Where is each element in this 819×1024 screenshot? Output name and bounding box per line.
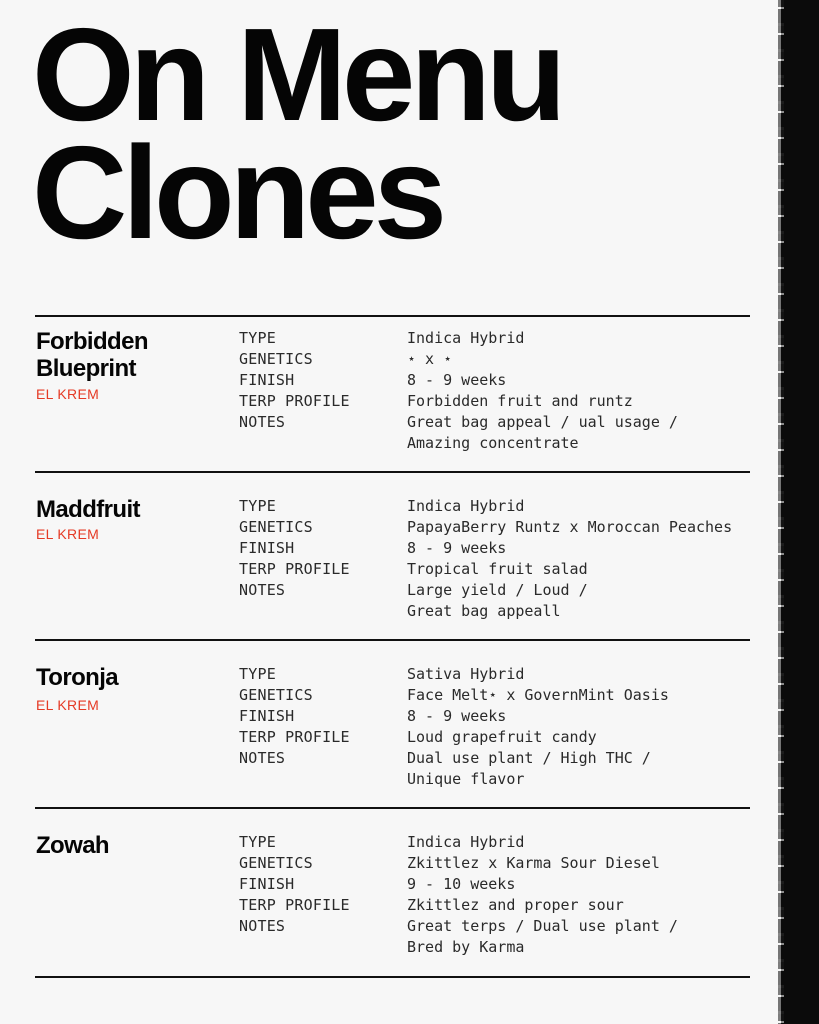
label-terp-profile: TERP PROFILE [239, 392, 350, 410]
strain-name-line: Blueprint [36, 355, 136, 382]
value-genetics: Face Melt⋆ x GovernMint Oasis [407, 686, 669, 704]
label-notes: NOTES [239, 749, 286, 767]
divider [35, 807, 750, 809]
label-finish: FINISH [239, 875, 295, 893]
scanned-page-edge [781, 0, 819, 1024]
divider-top [35, 315, 750, 317]
value-notes-line: Great bag appeall [407, 602, 561, 620]
value-notes-line: Great bag appeal / ual usage / [407, 413, 678, 431]
divider-bottom [35, 976, 750, 978]
field-labels [239, 496, 350, 601]
label-type: TYPE [239, 497, 276, 515]
label-finish: FINISH [239, 371, 295, 389]
breeder-label: EL KREM [36, 386, 100, 402]
label-type: TYPE [239, 833, 276, 851]
value-genetics: Zkittlez x Karma Sour Diesel [407, 854, 660, 872]
title-line-1: On Menu [32, 1, 562, 148]
breeder-label: EL KREM [36, 697, 100, 713]
strain-name-line: Maddfruit [36, 496, 140, 523]
label-finish: FINISH [239, 707, 295, 725]
strain-name [36, 496, 140, 523]
label-notes: NOTES [239, 917, 286, 935]
strain-name-line: Zowah [36, 832, 109, 859]
strain-name [36, 664, 118, 691]
title-line-2: Clones [32, 119, 443, 266]
value-type: Indica Hybrid [407, 497, 525, 515]
label-genetics: GENETICS [239, 518, 313, 536]
value-genetics: PapayaBerry Runtz x Moroccan Peaches [407, 518, 733, 536]
value-terp-profile: Zkittlez and proper sour [407, 896, 624, 914]
value-type: Indica Hybrid [407, 329, 525, 347]
value-type: Indica Hybrid [407, 833, 525, 851]
value-notes-line: Large yield / Loud / [407, 581, 588, 599]
label-terp-profile: TERP PROFILE [239, 896, 350, 914]
page-title [32, 1, 562, 266]
divider [35, 471, 750, 473]
label-notes: NOTES [239, 581, 286, 599]
label-terp-profile: TERP PROFILE [239, 560, 350, 578]
value-finish: 9 - 10 weeks [407, 875, 516, 893]
strain-name [36, 832, 109, 859]
strain-name [36, 328, 148, 382]
value-finish: 8 - 9 weeks [407, 539, 507, 557]
field-labels [239, 328, 350, 433]
field-labels [239, 832, 350, 937]
field-values [407, 832, 678, 958]
field-values [407, 664, 669, 790]
field-values [407, 328, 678, 454]
value-genetics: ⋆ x ⋆ [407, 350, 453, 368]
divider [35, 639, 750, 641]
value-finish: 8 - 9 weeks [407, 371, 507, 389]
label-genetics: GENETICS [239, 350, 313, 368]
strain-name-line: Toronja [36, 664, 119, 691]
label-finish: FINISH [239, 539, 295, 557]
label-type: TYPE [239, 665, 276, 683]
field-values [407, 496, 732, 622]
value-notes-line: Dual use plant / High THC / [407, 749, 651, 767]
value-terp-profile: Loud grapefruit candy [407, 728, 597, 746]
value-finish: 8 - 9 weeks [407, 707, 507, 725]
label-notes: NOTES [239, 413, 286, 431]
label-terp-profile: TERP PROFILE [239, 728, 350, 746]
value-notes-line: Bred by Karma [407, 938, 525, 956]
value-notes-line: Amazing concentrate [407, 434, 579, 452]
field-labels [239, 664, 350, 769]
value-type: Sativa Hybrid [407, 665, 525, 683]
value-terp-profile: Forbidden fruit and runtz [407, 392, 633, 410]
value-notes-line: Great terps / Dual use plant / [407, 917, 678, 935]
strain-name-line: Forbidden [36, 328, 148, 355]
value-notes-line: Unique flavor [407, 770, 525, 788]
label-genetics: GENETICS [239, 854, 313, 872]
value-terp-profile: Tropical fruit salad [407, 560, 588, 578]
label-genetics: GENETICS [239, 686, 313, 704]
label-type: TYPE [239, 329, 276, 347]
breeder-label: EL KREM [36, 526, 100, 542]
